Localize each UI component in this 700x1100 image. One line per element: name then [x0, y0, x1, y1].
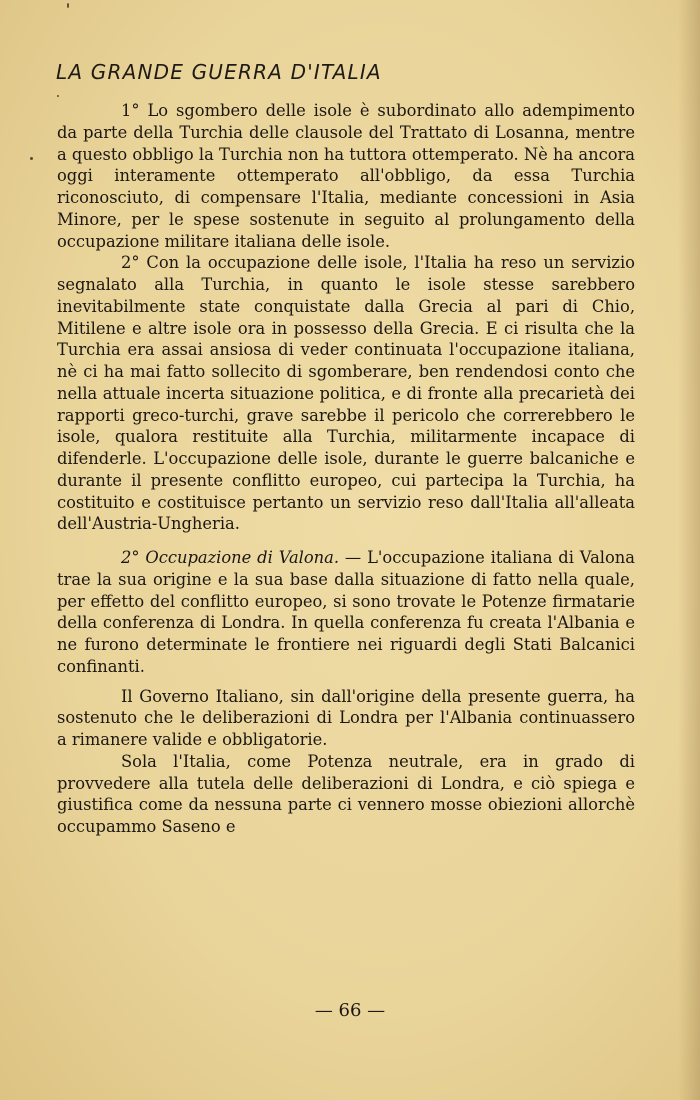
running-header: LA GRANDE GUERRA D'ITALIA	[56, 60, 382, 84]
paper-speck	[57, 95, 59, 97]
paragraph: 1° Lo sgombero delle isole è subordinato allo adempimento da parte della Turchia delle clausole del Trattato di Losanna, mentre a questo obbligo la Turchia non ha tuttora ottemperato. Nè ha ancora oggi interamente ottemperato all'obbligo, da essa Turchia riconosciuto, di compensare l'Italia, mediante concessioni in Asia Minore, per le spese sostenute in seguito al prolungamento della occupazione militare italiana delle isole.	[57, 101, 635, 251]
paragraph: Il Governo Italiano, sin dall'origine della presente guerra, ha sostenuto che le deliberazioni di Londra per l'Albania continuassero a rimanere valide e obbligatorie.	[57, 686, 635, 749]
body-text	[57, 100, 635, 838]
section-heading: 2° Occupazione di Valona.	[121, 548, 340, 567]
paragraph	[57, 547, 635, 678]
paragraph-text: — L'occupazione italiana di Valona trae la sua origine e la sua base dalla situazione di fatto nella quale, per effetto del conflitto europeo, si sono trovate le Potenze firmatarie della conferenza di Londra. In quella conferenza fu creata l'Albania e ne furono determinate le frontiere nei riguardi degli Stati Balcanici confinanti.	[57, 548, 635, 676]
paragraph: Sola l'Italia, come Potenza neutrale, era in grado di provvedere alla tutela delle deliberazioni di Londra, e ciò spiega e giustifica come da nessuna parte ci vennero mosse obiezioni allorchè occupammo Saseno e	[57, 751, 635, 836]
page-number: — 66 —	[314, 1000, 386, 1021]
page-edge-shadow	[678, 0, 700, 1100]
paper-speck	[67, 3, 69, 8]
paragraph: 2° Con la occupazione delle isole, l'Italia ha reso un servizio segnalato alla Turchia, in quanto le isole stesse sarebbero inevitabilmente state conquistate dalla Grecia al pari di Chio, Mitilene e altre isole ora in possesso della Grecia. E ci risulta che la Turchia era assai ansiosa di veder continuata l'occupazione italiana, nè ci ha mai fatto sollecito di sgomberare, ben rendendosi conto che nella attuale incerta situazione politica, e di fronte alla precarietà dei rapporti greco-turchi, grave sarebbe il pericolo che correrebbero le isole, qualora restituite alla Turchia, militarmente incapace di difenderle. L'occupazione delle isole, durante le guerre balcaniche e durante il presente conflitto europeo, cui partecipa la Turchia, ha costituito e costituisce pertanto un servizio reso dall'Italia all'alleata dell'Austria-Ungheria.	[57, 253, 635, 534]
paper-speck	[30, 157, 33, 160]
